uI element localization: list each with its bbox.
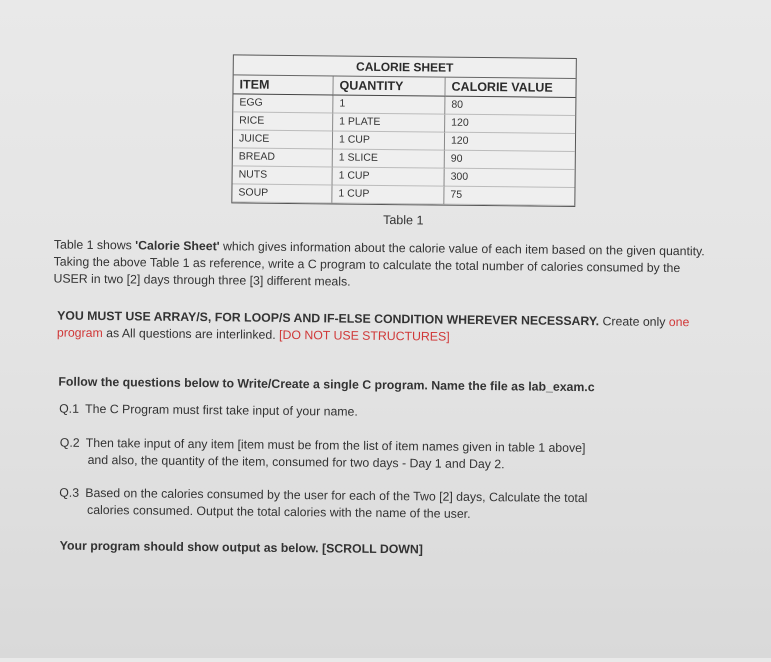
question-3-number: Q.3 [59, 485, 80, 500]
requirements-no-structures: [DO NOT USE STRUCTURES] [279, 327, 450, 344]
calorie-table [231, 54, 577, 207]
cell-calorie-value: 120 [445, 115, 575, 134]
intro-text-a: Table 1 shows [53, 237, 136, 253]
cell-item: NUTS [233, 166, 333, 185]
output-note: Your program should show output as below. [SCROLL DOWN] [59, 538, 423, 557]
question-1-text: The C Program must first take input of your name. [85, 401, 358, 419]
requirements-bold: YOU MUST USE ARRAY/S, FOR LOOP/S AND IF-ELSE CONDITION WHEREVER NECESSARY. [57, 308, 600, 329]
cell-calorie-value: 90 [445, 151, 575, 170]
intro-text-c: which gives information about the calorie value of each item based on the given quantity. Taking the above Table 1 as reference, write a C program to calculate the total number of calories consumed by the USER in two [2] days through three [3] different meals. [53, 239, 705, 289]
intro-text-bold: 'Calorie Sheet' [135, 238, 220, 254]
cell-calorie-value: 300 [445, 169, 575, 188]
question-1-number: Q.1 [59, 401, 80, 416]
question-1 [59, 401, 709, 425]
intro-paragraph [53, 237, 713, 295]
requirements-text-b: Create only [599, 314, 669, 329]
cell-item: JUICE [233, 130, 333, 149]
cell-item: BREAD [233, 148, 333, 167]
question-2-line1: Then take input of any item [item must be from the list of item names given in table 1 above] [85, 435, 586, 456]
cell-item: RICE [233, 112, 333, 131]
cell-calorie-value: 75 [444, 187, 574, 206]
question-2 [60, 435, 710, 476]
header-calorie-value: CALORIE VALUE [445, 78, 575, 98]
table-label: Table 1 [383, 212, 424, 228]
question-3-line2: calories consumed. Output the total calories with the name of the user. [87, 502, 471, 521]
table-caption: CALORIE SHEET [234, 55, 576, 79]
cell-quantity: 1 [333, 95, 445, 114]
requirements-text-d: as All questions are interlinked. [102, 326, 280, 342]
cell-quantity: 1 SLICE [333, 149, 445, 168]
requirements-paragraph [57, 308, 717, 349]
cell-quantity: 1 CUP [333, 167, 445, 186]
cell-quantity: 1 PLATE [333, 113, 445, 132]
table-grid [232, 75, 575, 206]
question-3-line1: Based on the calories consumed by the user for each of the Two [2] days, Calculate the total [85, 485, 588, 506]
question-2-number: Q.2 [59, 435, 80, 450]
requirements-one-program: one program [56, 314, 690, 341]
cell-calorie-value: 120 [445, 133, 575, 152]
cell-item: EGG [233, 94, 333, 113]
header-item: ITEM [233, 75, 333, 95]
cell-item: SOUP [232, 184, 332, 203]
cell-calorie-value: 80 [445, 97, 575, 116]
cell-quantity: 1 CUP [333, 131, 445, 150]
cell-quantity: 1 CUP [332, 185, 444, 204]
question-2-line2: and also, the quantity of the item, consumed for two days - Day 1 and Day 2. [87, 452, 505, 472]
question-3 [59, 485, 709, 526]
header-quantity: QUANTITY [333, 76, 445, 96]
instructions-heading: Follow the questions below to Write/Create a single C program. Name the file as lab_exam.c [58, 374, 595, 395]
